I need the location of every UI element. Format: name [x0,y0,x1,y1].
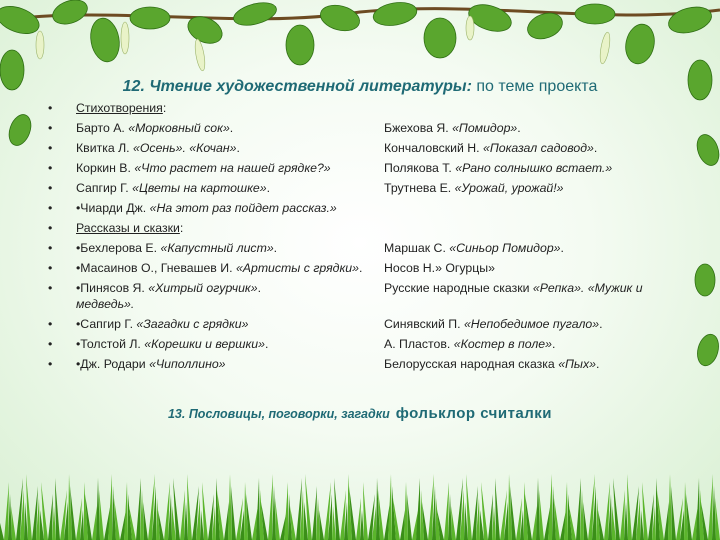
grass-blade [4,482,9,540]
punct: . [358,261,363,275]
list-item [0,260,700,276]
entry-continuation: медведь». [76,297,135,311]
entry-right [384,260,495,276]
grass-blade [564,482,568,540]
punct: . [593,141,598,155]
grass-blade [700,490,704,540]
author: •Масаинов О., Гневашев И. [76,261,236,275]
punct: : [179,221,184,235]
list-item [0,160,700,176]
work-title: «Артисты с грядки» [235,261,359,275]
entry-right [384,180,564,196]
punct: . [595,357,600,371]
punct: . [599,317,603,331]
punct: . [517,121,521,135]
entry-right [384,160,612,176]
list-item [0,336,700,352]
section-title [0,78,720,96]
work-title: «Синьор Помидор» [449,241,561,255]
work-title: «Цветы на картошке» [132,181,267,195]
punct: . [264,337,269,351]
grass-blade [256,478,260,540]
title-italic: 12. Чтение художественной литературы: [122,78,472,95]
entry-left [76,337,268,351]
author: Барто А. [76,121,129,135]
author: Носов Н.» Огурцы» [384,261,495,275]
author: Трутнева Е. [384,181,455,195]
entry-right [384,316,602,332]
punct: . [273,241,278,255]
list-item [0,240,700,256]
grass-blade [180,490,185,540]
entry-right [384,140,597,156]
author: •Пинясов Я. [76,281,149,295]
author: Коркин В. [76,161,135,175]
list-item [0,220,700,236]
category-heading: Рассказы и сказки [76,221,180,235]
author: Русские народные сказки [384,281,533,295]
author: Белорусская народная сказка [384,357,559,371]
author: •Бехлерова Е. [76,241,161,255]
entry-right [384,336,555,352]
author: Маршак С. [384,241,450,255]
list-item [0,280,700,312]
punct: . [551,337,556,351]
work-title: «Непобедимое пугало» [463,317,600,331]
footer-line [0,405,720,423]
work-title: «Пых» [558,357,596,371]
title-rest: по теме проекта [471,78,598,95]
work-title: «Что растет на нашей грядке?» [134,161,331,175]
grass-blade [0,510,4,540]
work-title: «Помидор» [452,121,518,135]
author: Квитка Л. [76,141,134,155]
entry-right [384,356,599,372]
work-title: «Костер в поле» [453,337,552,351]
author: •Дж. Родари [76,357,150,371]
entry-right [384,240,564,256]
grass-blade [55,478,60,540]
list-item [0,180,700,196]
grass-blade [136,478,141,540]
work-title: «На этот раз пойдет рассказ.» [149,201,337,215]
category-heading: Стихотворения [76,101,163,115]
punct: . [560,241,564,255]
grass-blade [268,474,273,540]
work-title: «Чиполлино» [149,357,226,371]
punct: . [229,121,234,135]
work-title: «Рано солнышко встает.» [455,161,613,175]
punct: . [266,181,271,195]
entry-right [384,280,643,296]
grass-blade [48,494,53,540]
grass-blade [708,474,713,540]
punct: : [162,101,167,115]
punct: . [236,141,240,155]
grass-blade [444,482,449,540]
grass-blade [576,478,581,540]
grass-blade [495,478,500,540]
grass-blade [388,474,392,540]
work-title: «Хитрый огурчик» [148,281,258,295]
grass-blade [356,498,361,540]
grass-blade [696,478,700,540]
grass-decoration [0,465,720,540]
footer-proverbs: 13. Пословицы, поговорки, загадки [167,407,390,421]
literature-list [0,100,700,376]
work-title: «Показал садовод» [482,141,594,155]
author: Полякова Т. [384,161,456,175]
list-item [0,140,700,156]
list-item [0,100,700,116]
entry-left [76,317,248,331]
list-item [0,356,700,372]
entry-left [76,281,261,295]
work-title: «Репка». «Мужик и [532,281,643,295]
author: А. Пластов. [384,337,454,351]
author: Бжехова Я. [384,121,453,135]
entry-left [76,181,270,195]
punct: . [257,281,262,295]
entry-left [76,261,362,275]
grass-blade [488,494,493,540]
footer-folklore: фольклор считалки [395,405,553,422]
grass-blade [620,490,625,540]
work-title: «Корешки и вершки» [144,337,265,351]
author: Сапгир Г. [76,181,133,195]
grass-blade [260,490,264,540]
entry-left [76,121,233,135]
author: Кончаловский Н. [384,141,483,155]
author: Синявский П. [384,317,464,331]
work-title: «Морковный сок» [128,121,230,135]
grass-blade [627,474,632,540]
entry [76,201,337,215]
entry-right [384,120,521,136]
list-item [0,200,700,216]
grass-blade [187,474,192,540]
work-title: «Осень». «Кочан» [133,141,237,155]
work-title: «Капустный лист» [160,241,274,255]
list-item [0,316,700,332]
grass-blade [416,478,420,540]
author: •Чиарди Дж. [76,201,150,215]
work-title: «Урожай, урожай!» [454,181,564,195]
entry-left [76,241,277,255]
entry-left [76,141,240,155]
entry-left [76,357,226,371]
list-item [0,120,700,136]
work-title: «Загадки с грядки» [136,317,249,331]
grass-blade [312,486,317,540]
grass-blade [284,482,288,540]
entry-left [76,161,331,175]
author: •Толстой Л. [76,337,145,351]
author: •Сапгир Г. [76,317,137,331]
grass-blade [363,482,368,540]
grass-blade [124,482,128,540]
